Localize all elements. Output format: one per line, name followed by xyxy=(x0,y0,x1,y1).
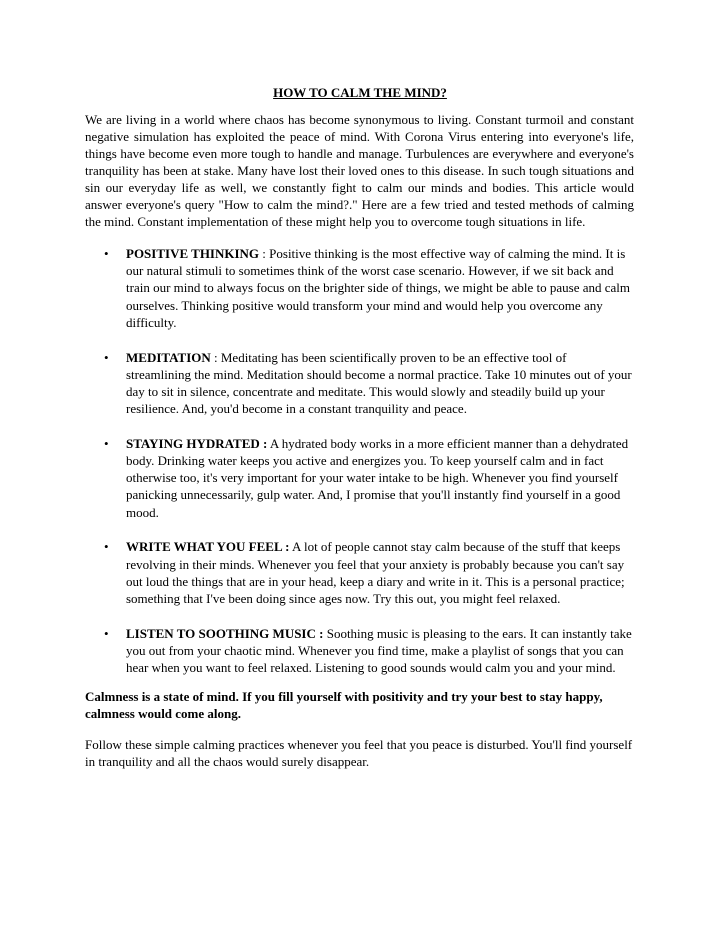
tip-heading-listen-to-soothing-music: LISTEN TO SOOTHING MUSIC : xyxy=(126,625,324,641)
tip-text-listen-to-soothing-music: Soothing music is pleasing to the ears. It can instantly take you out from your chaotic mind. Whenever you find time, make a playlist of songs that you can hear when you want to feel relaxed. Listening to good sounds would calm you and your mind. xyxy=(126,625,632,676)
tip-heading-meditation: MEDITATION xyxy=(126,349,211,365)
tip-text-staying-hydrated: A hydrated body works in a more efficient manner than a dehydrated body. Drinking water keeps you active and energizes you. To keep yourself calm and in fact otherwise too, it's very important for your water intake to be high. Whenever you find yourself panicking unnecessarily, gulp water. And, I promise that you'll instantly find yourself in a good mood. xyxy=(126,435,629,520)
bullet-icon: • xyxy=(104,246,109,261)
document-title: HOW TO CALM THE MIND? xyxy=(273,85,447,100)
list-item xyxy=(85,245,634,331)
bullet-icon: • xyxy=(104,349,109,365)
tip-heading-write-what-you-feel: WRITE WHAT YOU FEEL : xyxy=(126,539,290,555)
tip-heading-positive-thinking: POSITIVE THINKING xyxy=(126,246,260,261)
bullet-icon: • xyxy=(104,539,109,555)
closing-bold-paragraph: Calmness is a state of mind. If you fill yourself with positivity and try your best to stay happy, calmness would come along. xyxy=(85,689,603,721)
bullet-icon: • xyxy=(104,625,109,641)
tip-text-meditation: : Meditating has been scientifically proven to be an effective tool of streamlining the mind. Meditation should become a normal practice. Take 10 minutes out of your day to sit in silence, concentrate and meditate. This would slowly and steadily build up your resilience. And, you'd become in a constant tranquility and peace. xyxy=(126,349,632,417)
closing-paragraph: Follow these simple calming practices whenever you feel that you peace is disturbed. You'll find yourself in tranquility and all the chaos would surely disappear. xyxy=(85,737,633,769)
tip-text-write-what-you-feel: A lot of people cannot stay calm because of the stuff that keeps revolving in their minds. Whenever you feel that your anxiety is probably because you can't say out loud the things that are in your head, keep a diary and write in it. This is a personal practice; something that I've been doing since ages now. Try this out, you might feel relaxed. xyxy=(126,539,625,606)
tip-text-positive-thinking: : Positive thinking is the most effective way of calming the mind. It is our natural stimuli to sometimes think of the worst case scenario. However, if we sit back and train our mind to always focus on the brighter side of things, we might be able to pause and calm ourselves. Thinking positive would transform your mind and would help you overcome any difficulty. xyxy=(126,246,630,330)
list-item xyxy=(85,349,634,418)
list-item xyxy=(85,435,634,521)
list-item xyxy=(85,625,634,677)
bullet-icon: • xyxy=(104,435,109,451)
list-item xyxy=(85,538,634,607)
tips-list xyxy=(85,245,634,694)
tip-heading-staying-hydrated: STAYING HYDRATED : xyxy=(126,435,268,451)
intro-paragraph: We are living in a world where chaos has become synonymous to living. Constant turmoil and constant negative simulation has exploited the peace of mind. With Corona Virus entering into everyone's life, things have become even more tough to handle and manage. Turbulences are everywhere and everyone's tranquility has been at stake. Many have lost their loved ones to this disease. In such tough situations and sin our everyday life as well, we constantly fight to calm our minds and bodies. This article would answer everyone's query "How to calm the mind?." Here are a few tried and tested methods of calming the mind. Constant implementation of these might help you to overcome tough situations in life. xyxy=(85,112,634,229)
